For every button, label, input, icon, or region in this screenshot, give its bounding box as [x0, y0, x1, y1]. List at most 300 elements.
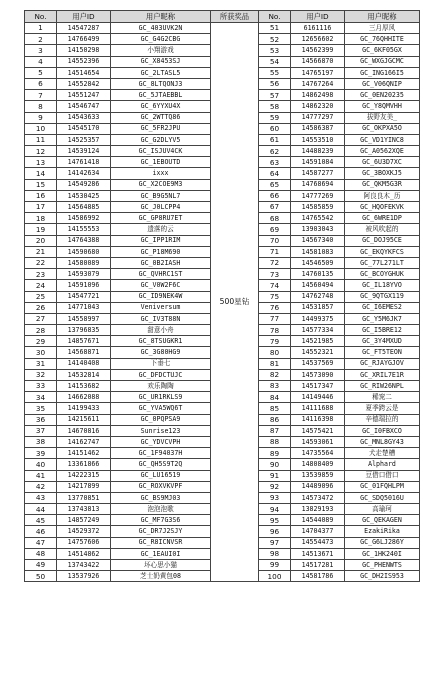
user-nickname: GC_5FR2JPU — [111, 123, 211, 134]
user-id: 13539859 — [291, 470, 345, 481]
row-number: 79 — [259, 336, 291, 347]
user-nickname: GC_3Y4MXUD — [345, 336, 420, 347]
row-number: 92 — [259, 481, 291, 492]
user-nickname: 拔野友美_ — [345, 112, 420, 123]
user-nickname: GC_1HK240I — [345, 548, 420, 559]
user-id: 14155553 — [57, 224, 111, 235]
user-nickname: ixxx — [111, 168, 211, 179]
row-number: 100 — [259, 571, 291, 582]
row-number: 18 — [25, 213, 57, 224]
user-nickname: GC_G2DLYV5 — [111, 134, 211, 145]
user-nickname: GC_RJAYGJOV — [345, 358, 420, 369]
user-nickname: GC_QH5S9T2Q — [111, 459, 211, 470]
row-number: 34 — [25, 392, 57, 403]
row-number: 45 — [25, 515, 57, 526]
header-row — [25, 11, 420, 23]
user-nickname: GC_6KF05GX — [345, 45, 420, 56]
user-id: 14777297 — [291, 112, 345, 123]
user-id: 14544089 — [291, 515, 345, 526]
user-id: 14545170 — [57, 123, 111, 134]
user-nickname: GC_1F94037H — [111, 448, 211, 459]
prize-winners-table — [24, 10, 420, 582]
row-number: 26 — [25, 302, 57, 313]
row-number: 87 — [259, 425, 291, 436]
user-id: 14566870 — [291, 56, 345, 67]
user-id: 14764388 — [57, 235, 111, 246]
user-nickname: 辛德瑞拉的 — [345, 414, 420, 425]
user-id: 14530425 — [57, 190, 111, 201]
user-id: 14215611 — [57, 414, 111, 425]
row-number: 1 — [25, 23, 57, 34]
row-number: 14 — [25, 168, 57, 179]
row-number: 17 — [25, 202, 57, 213]
row-number: 32 — [25, 369, 57, 380]
row-number: 16 — [25, 190, 57, 201]
row-number: 19 — [25, 224, 57, 235]
user-id: 14580089 — [57, 257, 111, 268]
row-number: 3 — [25, 45, 57, 56]
user-nickname: 坏心思小猫 — [111, 560, 211, 571]
user-id: 14149446 — [291, 392, 345, 403]
user-nickname: GC_Y5M6JK7 — [345, 313, 420, 324]
user-nickname: GC_6WRE1DP — [345, 213, 420, 224]
row-number: 69 — [259, 224, 291, 235]
user-nickname: GC_V06QNIP — [345, 78, 420, 89]
user-nickname: 小翔游戏 — [111, 45, 211, 56]
user-id: 14552842 — [57, 78, 111, 89]
row-number: 98 — [259, 548, 291, 559]
user-nickname: GC_LU16519 — [111, 470, 211, 481]
user-id: 14771043 — [57, 302, 111, 313]
user-id: 14857249 — [57, 515, 111, 526]
user-nickname: GC_G4G2CBG — [111, 34, 211, 45]
user-nickname: GC_5JTAEBBL — [111, 90, 211, 101]
user-nickname: GC_B9G5NL7 — [111, 190, 211, 201]
user-id: 14562399 — [291, 45, 345, 56]
user-id: 14567340 — [291, 235, 345, 246]
user-nickname: GC_RIW26NPL — [345, 381, 420, 392]
user-nickname: GC_SDQ5016U — [345, 492, 420, 503]
row-number: 74 — [259, 280, 291, 291]
header-nickname-2: 用户昵称 — [345, 11, 420, 23]
user-id: 14591096 — [57, 280, 111, 291]
user-nickname: 犬走楚槽 — [345, 448, 420, 459]
row-number: 11 — [25, 134, 57, 145]
user-nickname: GC_BCOYGHUK — [345, 269, 420, 280]
row-number: 76 — [259, 302, 291, 313]
row-number: 91 — [259, 470, 291, 481]
user-id: 14499375 — [291, 313, 345, 324]
user-id: 14513671 — [291, 548, 345, 559]
user-nickname: GC_2WTTQ86 — [111, 112, 211, 123]
row-number: 84 — [259, 392, 291, 403]
row-number: 28 — [25, 325, 57, 336]
table-body — [25, 23, 420, 582]
user-id: 14222315 — [57, 470, 111, 481]
user-id: 14581786 — [291, 571, 345, 582]
user-id: 14150298 — [57, 45, 111, 56]
row-number: 23 — [25, 269, 57, 280]
user-id: 14217899 — [57, 481, 111, 492]
user-nickname: GC_VD1YINC8 — [345, 134, 420, 145]
user-id: 14529372 — [57, 526, 111, 537]
row-number: 70 — [259, 235, 291, 246]
user-nickname: GC_R8ICNVSR — [111, 537, 211, 548]
row-number: 71 — [259, 246, 291, 257]
row-number: 47 — [25, 537, 57, 548]
user-id: 14573090 — [291, 369, 345, 380]
user-nickname: GC_IPP1RIM — [111, 235, 211, 246]
row-number: 93 — [259, 492, 291, 503]
user-id: 14553510 — [291, 134, 345, 145]
row-number: 2 — [25, 34, 57, 45]
row-number: 72 — [259, 257, 291, 268]
user-id: 14552396 — [57, 56, 111, 67]
user-nickname: GC_ID9NEK4W — [111, 291, 211, 302]
user-nickname: GC_6U3D7XC — [345, 157, 420, 168]
prize-cell: 500星钻 — [211, 23, 259, 582]
row-number: 80 — [259, 347, 291, 358]
user-id: 14857671 — [57, 336, 111, 347]
user-id: 14862498 — [291, 90, 345, 101]
user-id: 14760135 — [291, 269, 345, 280]
row-number: 10 — [25, 123, 57, 134]
row-number: 42 — [25, 481, 57, 492]
row-number: 54 — [259, 56, 291, 67]
user-nickname: GC_3G80HG9 — [111, 347, 211, 358]
user-id: 14586387 — [291, 123, 345, 134]
user-nickname: GC_OKPXA5O — [345, 123, 420, 134]
user-nickname: 三月厚风 — [345, 23, 420, 34]
user-id: 13537926 — [57, 571, 111, 582]
user-nickname: GC_1EBOUTD — [111, 157, 211, 168]
user-nickname: GC_QKM5G3R — [345, 179, 420, 190]
user-id: 14537569 — [291, 358, 345, 369]
user-id: 14546509 — [291, 257, 345, 268]
user-nickname: GC_ROXVKVPF — [111, 481, 211, 492]
user-id: 14488239 — [291, 146, 345, 157]
user-nickname: GC_YVA5WQ6T — [111, 403, 211, 414]
user-nickname: GC_MNL8GY43 — [345, 436, 420, 447]
row-number: 4 — [25, 56, 57, 67]
user-nickname: 夏季跨云是 — [345, 403, 420, 414]
row-number: 41 — [25, 470, 57, 481]
user-nickname: GC_8TSUGKR1 — [111, 336, 211, 347]
row-number: 88 — [259, 436, 291, 447]
row-number: 59 — [259, 112, 291, 123]
row-number: 61 — [259, 134, 291, 145]
user-nickname: GC_A0562XQE — [345, 146, 420, 157]
header-nickname: 用户昵称 — [111, 11, 211, 23]
user-id: 14767264 — [291, 78, 345, 89]
user-id: 14151462 — [57, 448, 111, 459]
user-id: 14591084 — [291, 157, 345, 168]
row-number: 43 — [25, 492, 57, 503]
user-id: 14581083 — [291, 246, 345, 257]
row-number: 21 — [25, 246, 57, 257]
user-id: 13361866 — [57, 459, 111, 470]
user-id: 14552321 — [291, 347, 345, 358]
user-nickname: 下垂七 — [111, 358, 211, 369]
user-nickname: 甜意小舟 — [111, 325, 211, 336]
row-number: 13 — [25, 157, 57, 168]
user-id: 14140408 — [57, 358, 111, 369]
user-nickname: GC_01FQHLPM — [345, 481, 420, 492]
user-id: 14568871 — [57, 347, 111, 358]
user-id: 14862320 — [291, 101, 345, 112]
user-id: 14514862 — [57, 548, 111, 559]
header-prize: 所获奖品 — [211, 11, 259, 23]
user-nickname: GC_HQOFEKVK — [345, 202, 420, 213]
user-nickname: GC_ING166I5 — [345, 67, 420, 78]
row-number: 39 — [25, 448, 57, 459]
user-id: 14547287 — [57, 23, 111, 34]
user-id: 14551247 — [57, 90, 111, 101]
user-nickname: GC_XRIL7E1R — [345, 369, 420, 380]
user-id: 14593079 — [57, 269, 111, 280]
row-number: 53 — [259, 45, 291, 56]
user-nickname: GC_PHENWTS — [345, 560, 420, 571]
user-id: 13903043 — [291, 224, 345, 235]
user-id: 14573472 — [291, 492, 345, 503]
user-nickname: 泡泡泡歌 — [111, 504, 211, 515]
user-id: 14142634 — [57, 168, 111, 179]
row-number: 8 — [25, 101, 57, 112]
user-nickname: 芝士奶黄包08 — [111, 571, 211, 582]
table-row — [25, 23, 420, 34]
user-nickname: 阿良良木_历 — [345, 190, 420, 201]
user-id: 14517347 — [291, 381, 345, 392]
row-number: 68 — [259, 213, 291, 224]
row-number: 56 — [259, 78, 291, 89]
user-nickname: GC_I6EMES2 — [345, 302, 420, 313]
header-no-2: No. — [259, 11, 291, 23]
row-number: 86 — [259, 414, 291, 425]
user-nickname: GC_DOJ95CE — [345, 235, 420, 246]
user-id: 14546747 — [57, 101, 111, 112]
user-id: 14590680 — [57, 246, 111, 257]
user-id: 14662088 — [57, 392, 111, 403]
header-user-id: 用户ID — [57, 11, 111, 23]
user-nickname: GC_403UVK2N — [111, 23, 211, 34]
row-number: 99 — [259, 560, 291, 571]
user-nickname: GC_X2COE9M3 — [111, 179, 211, 190]
row-number: 49 — [25, 560, 57, 571]
user-nickname: Sunrise123 — [111, 425, 211, 436]
user-id: 14489096 — [291, 481, 345, 492]
user-id: 14768694 — [291, 179, 345, 190]
row-number: 7 — [25, 90, 57, 101]
user-nickname: GC_P18M690 — [111, 246, 211, 257]
user-id: 14111688 — [291, 403, 345, 414]
user-nickname: GC_FT5TEON — [345, 347, 420, 358]
user-id: 14593061 — [291, 436, 345, 447]
row-number: 78 — [259, 325, 291, 336]
user-id: 14543633 — [57, 112, 111, 123]
user-nickname: GC_0EN20235 — [345, 90, 420, 101]
user-nickname: GC_GP8RU7ET — [111, 213, 211, 224]
header-user-id-2: 用户ID — [291, 11, 345, 23]
row-number: 65 — [259, 179, 291, 190]
user-id: 13743813 — [57, 504, 111, 515]
row-number: 82 — [259, 369, 291, 380]
user-nickname: GC_3BOXKJ5 — [345, 168, 420, 179]
row-number: 96 — [259, 526, 291, 537]
user-nickname: GC_MF7G3S6 — [111, 515, 211, 526]
user-nickname: GC_9QTGX119 — [345, 291, 420, 302]
user-nickname: GC_X8453SJ — [111, 56, 211, 67]
user-nickname: GC_DFDCTUJC — [111, 369, 211, 380]
user-id: 12656602 — [291, 34, 345, 45]
row-number: 22 — [25, 257, 57, 268]
row-number: 46 — [25, 526, 57, 537]
user-id: 14558997 — [57, 313, 111, 324]
row-number: 95 — [259, 515, 291, 526]
user-nickname: GC_8LTQONJ3 — [111, 78, 211, 89]
user-nickname: Alphard — [345, 459, 420, 470]
user-nickname: GC_ISJUV4CK — [111, 146, 211, 157]
user-nickname: Veniversum — [111, 302, 211, 313]
row-number: 97 — [259, 537, 291, 548]
user-id: 14199433 — [57, 403, 111, 414]
user-id: 14670816 — [57, 425, 111, 436]
user-id: 14521985 — [291, 336, 345, 347]
user-id: 13743422 — [57, 560, 111, 571]
row-number: 27 — [25, 313, 57, 324]
row-number: 62 — [259, 146, 291, 157]
row-number: 67 — [259, 202, 291, 213]
user-nickname: 欢乐陶陶 — [111, 381, 211, 392]
user-nickname: GC_IL18YVO — [345, 280, 420, 291]
user-nickname: GC_DH2IS953 — [345, 571, 420, 582]
row-number: 81 — [259, 358, 291, 369]
header-no: No. — [25, 11, 57, 23]
user-nickname: EzakiRika — [345, 526, 420, 537]
user-nickname: GC_Y8QMVHH — [345, 101, 420, 112]
user-nickname: GC_76QHHITE — [345, 34, 420, 45]
user-nickname: GC_6YYXU4X — [111, 101, 211, 112]
row-number: 64 — [259, 168, 291, 179]
user-id: 14514654 — [57, 67, 111, 78]
row-number: 90 — [259, 459, 291, 470]
user-id: 14777269 — [291, 190, 345, 201]
user-id: 14549286 — [57, 179, 111, 190]
row-number: 58 — [259, 101, 291, 112]
user-nickname: GC_EKQYKFCS — [345, 246, 420, 257]
row-number: 77 — [259, 313, 291, 324]
user-nickname: GC_J0LCPP4 — [111, 202, 211, 213]
user-nickname: GC_WXGJGCMC — [345, 56, 420, 67]
user-nickname: 被风吹起的 — [345, 224, 420, 235]
user-nickname: GC_YDVCVPH — [111, 436, 211, 447]
row-number: 51 — [259, 23, 291, 34]
user-id: 13770851 — [57, 492, 111, 503]
row-number: 15 — [25, 179, 57, 190]
row-number: 29 — [25, 336, 57, 347]
user-nickname: GC_0PQPSA9 — [111, 414, 211, 425]
user-nickname: 高瑜珂 — [345, 504, 420, 515]
user-id: 14116398 — [291, 414, 345, 425]
user-nickname: GC_2LTASL5 — [111, 67, 211, 78]
user-nickname: GC_1EAUI0I — [111, 548, 211, 559]
user-nickname: GC_G6LJ286Y — [345, 537, 420, 548]
row-number: 38 — [25, 436, 57, 447]
user-id: 13829193 — [291, 504, 345, 515]
row-number: 12 — [25, 146, 57, 157]
user-id: 14585859 — [291, 202, 345, 213]
user-id: 14531857 — [291, 302, 345, 313]
row-number: 6 — [25, 78, 57, 89]
user-id: 14577334 — [291, 325, 345, 336]
row-number: 50 — [25, 571, 57, 582]
user-id: 14560494 — [291, 280, 345, 291]
user-id: 14532814 — [57, 369, 111, 380]
user-id: 14587277 — [291, 168, 345, 179]
row-number: 85 — [259, 403, 291, 414]
user-id: 14539124 — [57, 146, 111, 157]
row-number: 52 — [259, 34, 291, 45]
user-id: 14704377 — [291, 526, 345, 537]
row-number: 94 — [259, 504, 291, 515]
row-number: 44 — [25, 504, 57, 515]
row-number: 37 — [25, 425, 57, 436]
user-id: 14808409 — [291, 459, 345, 470]
row-number: 48 — [25, 548, 57, 559]
user-id: 14517281 — [291, 560, 345, 571]
user-nickname: GC_I5BRE12 — [345, 325, 420, 336]
user-id: 14757606 — [57, 537, 111, 548]
user-nickname: GC_IV3T88N — [111, 313, 211, 324]
user-nickname: 遗落的云 — [111, 224, 211, 235]
user-id: 14765542 — [291, 213, 345, 224]
user-id: 13796835 — [57, 325, 111, 336]
user-id: 14554473 — [291, 537, 345, 548]
row-number: 5 — [25, 67, 57, 78]
row-number: 60 — [259, 123, 291, 134]
user-id: 14564885 — [57, 202, 111, 213]
user-id: 14586992 — [57, 213, 111, 224]
user-nickname: GC_77L271LT — [345, 257, 420, 268]
user-nickname: 豆借口借口 — [345, 470, 420, 481]
row-number: 24 — [25, 280, 57, 291]
row-number: 35 — [25, 403, 57, 414]
row-number: 20 — [25, 235, 57, 246]
row-number: 55 — [259, 67, 291, 78]
row-number: 75 — [259, 291, 291, 302]
row-number: 9 — [25, 112, 57, 123]
user-nickname: GC_QVHRC1ST — [111, 269, 211, 280]
row-number: 30 — [25, 347, 57, 358]
row-number: 25 — [25, 291, 57, 302]
user-id: 14762748 — [291, 291, 345, 302]
row-number: 89 — [259, 448, 291, 459]
user-id: 14575421 — [291, 425, 345, 436]
user-id: 14761418 — [57, 157, 111, 168]
user-nickname: GC_BS9MJ03 — [111, 492, 211, 503]
row-number: 31 — [25, 358, 57, 369]
user-nickname: GC_V0W2F6C — [111, 280, 211, 291]
user-nickname: GC_0B2IASH — [111, 257, 211, 268]
row-number: 73 — [259, 269, 291, 280]
user-id: 14547721 — [57, 291, 111, 302]
row-number: 36 — [25, 414, 57, 425]
row-number: 63 — [259, 157, 291, 168]
user-id: 14735564 — [291, 448, 345, 459]
row-number: 40 — [25, 459, 57, 470]
user-id: 14765197 — [291, 67, 345, 78]
user-nickname: GC_UR1RKLS9 — [111, 392, 211, 403]
row-number: 33 — [25, 381, 57, 392]
